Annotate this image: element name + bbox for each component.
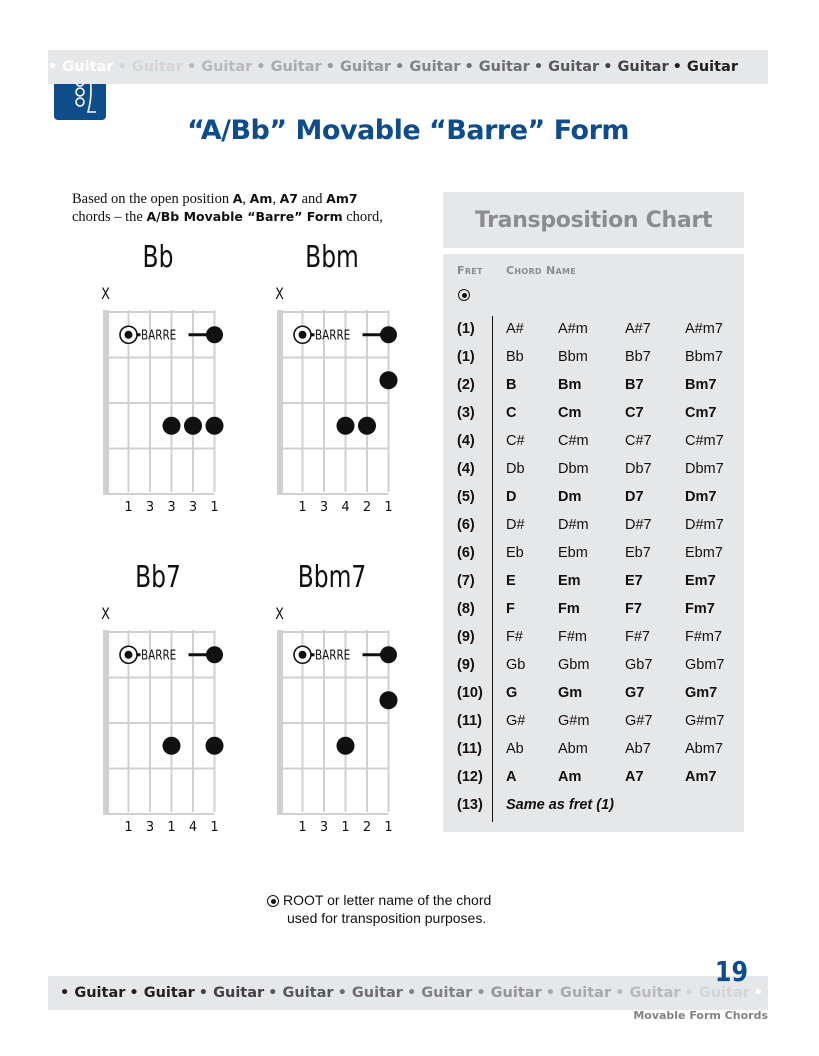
- finger-dot: [358, 417, 376, 435]
- chord-cell: F#7: [625, 629, 650, 645]
- barre-end-dot: [206, 646, 223, 663]
- chord-cell: C#m: [558, 433, 589, 449]
- chord-cell: Gb: [506, 657, 526, 673]
- fret-number: (8): [457, 601, 475, 617]
- band-word: • Guitar: [406, 985, 473, 1001]
- chord-cell: G#7: [625, 713, 653, 729]
- chord-cell: Fm: [558, 601, 580, 617]
- intro-part: and: [297, 191, 327, 207]
- header-band: [48, 50, 768, 84]
- footer-band: [48, 976, 819, 1010]
- root-legend: [267, 891, 491, 927]
- finger-number: 1: [298, 500, 307, 515]
- root-barre-center: [125, 651, 133, 659]
- muted-string-mark: X: [101, 604, 110, 623]
- chord-cell: F#m: [558, 629, 587, 645]
- band-word: • Guitar: [198, 985, 265, 1001]
- chart-row: [443, 680, 744, 708]
- fret-number: (12): [457, 769, 483, 785]
- finger-number: 3: [145, 820, 155, 835]
- fret-number: (4): [457, 433, 475, 449]
- chord-cell: C7: [625, 405, 644, 421]
- chord-cell: Db7: [625, 461, 652, 477]
- root-icon: [267, 895, 279, 907]
- band-word: • Guitar: [672, 59, 738, 75]
- barre-end-dot: [206, 326, 223, 343]
- fret-number: (10): [457, 685, 483, 701]
- finger-number: 1: [384, 500, 393, 515]
- chord-cell: D7: [625, 489, 644, 505]
- chord-name: Bb7: [135, 560, 181, 595]
- chord-cell: G#m: [558, 713, 590, 729]
- band-word: • Guitar: [268, 985, 334, 1001]
- barre-end-dot: [380, 326, 397, 343]
- chord-cell: Am7: [685, 769, 717, 785]
- root-barre-center: [125, 331, 133, 339]
- chart-row: [443, 652, 744, 680]
- intro-part: ,: [242, 191, 250, 207]
- chord-cell: Cm7: [685, 405, 717, 421]
- fret-number: (3): [457, 405, 475, 421]
- chart-row: [443, 624, 744, 652]
- barre-label: BARRE: [315, 327, 351, 344]
- chart-row: [443, 428, 744, 456]
- intro-part: chords – the: [72, 209, 147, 225]
- band-word: • Guitar: [684, 985, 750, 1001]
- fret-number: (6): [457, 517, 475, 533]
- chord-cell: A#7: [625, 321, 651, 337]
- band-word: • Guitar: [533, 59, 600, 75]
- chord-cell: F7: [625, 601, 642, 617]
- fretboard: [275, 630, 395, 820]
- chord-cell: Ebm7: [685, 545, 723, 561]
- chord-cell: Bm7: [685, 377, 717, 393]
- fretboard: [101, 310, 221, 500]
- fret-number: (2): [457, 377, 475, 393]
- chord-cell: G#m7: [685, 713, 725, 729]
- fret-number: (11): [457, 713, 482, 729]
- fret-number: (7): [457, 573, 475, 589]
- fret-number: (13): [457, 797, 483, 813]
- chord-ref: Am: [249, 191, 273, 206]
- chart-row: [443, 764, 744, 792]
- fret-number: (4): [457, 461, 475, 477]
- finger-number: 3: [145, 500, 155, 515]
- chord-cell: E: [506, 573, 516, 589]
- chord-cell: A: [506, 769, 517, 785]
- fret-number: (9): [457, 629, 475, 645]
- chord-cell: G#: [506, 713, 526, 729]
- chord-cell: Cm: [558, 405, 582, 421]
- chord-cell: Gbm7: [685, 657, 725, 673]
- chord-cell: Dbm: [558, 461, 589, 477]
- finger-number: 4: [188, 820, 198, 835]
- finger-number: 1: [298, 820, 307, 835]
- chord-cell: Bb7: [625, 349, 651, 365]
- chart-title: Transposition Chart: [443, 192, 744, 248]
- chord-cell: Gm7: [685, 685, 718, 701]
- fret-number: (6): [457, 545, 475, 561]
- chart-row: [443, 708, 744, 736]
- chord-cell: B: [506, 377, 517, 393]
- section-footer: Movable Form Chords: [633, 1009, 768, 1022]
- chord-ref: A: [232, 191, 243, 206]
- chord-cell: G7: [625, 685, 645, 701]
- finger-number: 4: [341, 500, 350, 515]
- band-word: • Guitar: [186, 59, 253, 75]
- chord-cell: D#m: [558, 517, 589, 533]
- chord-cell: Abm7: [685, 741, 723, 757]
- chart-row: [443, 344, 744, 372]
- finger-dot: [380, 371, 398, 389]
- barre-label: BARRE: [315, 647, 351, 664]
- chord-cell: Gb7: [625, 657, 653, 673]
- muted-string-mark: X: [275, 604, 284, 623]
- muted-string-mark: X: [275, 284, 284, 303]
- chart-row: [443, 736, 744, 764]
- same-as-note: Same as fret (1): [506, 797, 614, 813]
- chord-cell: Dm: [558, 489, 582, 505]
- chart-row: [443, 568, 744, 596]
- chord-cell: A#m7: [685, 321, 723, 337]
- finger-number: 2: [362, 820, 372, 835]
- chord-cell: Abm: [558, 741, 588, 757]
- fret-number: (11): [457, 741, 482, 757]
- chord-cell: Eb: [506, 545, 524, 561]
- chord-name: Bbm7: [297, 560, 367, 595]
- finger-number: 1: [384, 820, 393, 835]
- chord-cell: E7: [625, 573, 643, 589]
- chord-cell: F#: [506, 629, 523, 645]
- chart-row: [443, 540, 744, 568]
- band-word: • Guitar: [48, 59, 114, 75]
- chord-cell: Em7: [685, 573, 716, 589]
- chord-cell: Gm: [558, 685, 583, 701]
- intro-part: chord,: [342, 209, 383, 225]
- fretboard: [275, 310, 395, 500]
- chord-cell: Gbm: [558, 657, 590, 673]
- finger-number: 1: [124, 820, 133, 835]
- fret-number: (5): [457, 489, 475, 505]
- chord-cell: D: [506, 489, 517, 505]
- band-word: • Guitar: [464, 59, 530, 75]
- finger-number: 1: [210, 500, 219, 515]
- chord-cell: Eb7: [625, 545, 651, 561]
- barre-label: BARRE: [141, 327, 177, 344]
- fretboard: [101, 630, 221, 820]
- finger-number: 2: [362, 500, 372, 515]
- page-title: “A/Bb” Movable “Barre” Form: [186, 115, 630, 146]
- root-barre-center: [299, 651, 307, 659]
- chord-cell: G: [506, 685, 518, 701]
- finger-number: 3: [167, 500, 176, 515]
- finger-number: 1: [167, 820, 176, 835]
- band-word: • Guitar: [337, 985, 403, 1001]
- form-name: A/Bb Movable “Barre” Form: [146, 209, 343, 224]
- chart-row: [443, 484, 744, 512]
- transposition-chart: [443, 192, 744, 832]
- chord-cell: Bbm7: [685, 349, 723, 365]
- root-icon: [458, 289, 470, 301]
- chord-cell: Dm7: [685, 489, 717, 505]
- chart-row: [443, 400, 744, 428]
- fret-number: (1): [457, 321, 475, 337]
- finger-number: 3: [319, 820, 329, 835]
- finger-number: 3: [188, 500, 198, 515]
- intro-part: ,: [272, 191, 280, 207]
- chord-cell: Bbm: [558, 349, 588, 365]
- finger-number: 3: [319, 500, 329, 515]
- chart-row: [443, 792, 744, 820]
- barre-end-dot: [380, 646, 397, 663]
- chord-cell: F#m7: [685, 629, 723, 645]
- chord-ref: Am7: [326, 191, 358, 206]
- chart-row: [443, 512, 744, 540]
- finger-number: 1: [210, 820, 219, 835]
- chord-cell: Dbm7: [685, 461, 724, 477]
- finger-dot: [163, 417, 181, 435]
- chord-ref: A7: [279, 191, 298, 206]
- intro-part: Based on the open position: [72, 191, 233, 207]
- chord-cell: Db: [506, 461, 525, 477]
- barre-label: BARRE: [141, 647, 177, 664]
- band-word: • Guitar: [129, 985, 195, 1001]
- fret-number: (9): [457, 657, 475, 673]
- chord-cell: C#: [506, 433, 525, 449]
- chart-row: [443, 456, 744, 484]
- chord-cell: C#m7: [685, 433, 724, 449]
- col-head-fret: Fret: [457, 264, 483, 277]
- chord-cell: Ab: [506, 741, 524, 757]
- chord-cell: Ebm: [558, 545, 588, 561]
- band-word: • Guitar: [395, 59, 461, 75]
- chord-name: Bbm: [305, 240, 359, 275]
- chord-cell: D#: [506, 517, 525, 533]
- fret-number: (1): [457, 349, 475, 365]
- chord-cell: A7: [625, 769, 644, 785]
- chord-cell: Bm: [558, 377, 582, 393]
- col-head-chord-name: Chord Name: [506, 264, 577, 277]
- muted-string-mark: X: [101, 284, 110, 303]
- chart-row: [443, 596, 744, 624]
- chart-row: [443, 316, 744, 344]
- chord-cell: A#: [506, 321, 524, 337]
- root-barre-center: [299, 331, 307, 339]
- page-number: 19: [714, 955, 749, 988]
- finger-number: 1: [124, 500, 133, 515]
- band-word: • Guitar: [476, 985, 542, 1001]
- band-word: • Guitar: [256, 59, 322, 75]
- chord-cell: Fm7: [685, 601, 715, 617]
- band-word: • Guitar: [325, 59, 392, 75]
- band-word: • Guitar: [603, 59, 669, 75]
- chord-cell: Am: [558, 769, 582, 785]
- legend-line: ROOT or letter name of the chord: [283, 892, 492, 908]
- chord-cell: B7: [625, 377, 644, 393]
- chart-row: [443, 372, 744, 400]
- band-word: • Guitar: [60, 985, 126, 1001]
- chord-cell: Bb: [506, 349, 524, 365]
- finger-dot: [206, 737, 224, 755]
- finger-dot: [337, 417, 355, 435]
- chord-name: Bb: [142, 240, 174, 275]
- band-word: • Guitar: [117, 59, 183, 75]
- chord-cell: F: [506, 601, 515, 617]
- chord-cell: D#m7: [685, 517, 724, 533]
- band-word: • Guitar: [545, 985, 612, 1001]
- chord-cell: A#m: [558, 321, 588, 337]
- chord-cell: Ab7: [625, 741, 651, 757]
- finger-dot: [163, 737, 181, 755]
- finger-dot: [206, 417, 224, 435]
- finger-dot: [380, 691, 398, 709]
- legend-line: used for transposition purposes.: [287, 910, 487, 926]
- finger-dot: [184, 417, 202, 435]
- finger-dot: [337, 737, 355, 755]
- chord-cell: C: [506, 405, 517, 421]
- chord-cell: C#7: [625, 433, 652, 449]
- band-word: • Guitar: [753, 985, 819, 1001]
- finger-number: 1: [341, 820, 350, 835]
- chord-cell: Em: [558, 573, 581, 589]
- chord-cell: D#7: [625, 517, 652, 533]
- band-word: • Guitar: [615, 985, 681, 1001]
- intro-text: [72, 190, 422, 226]
